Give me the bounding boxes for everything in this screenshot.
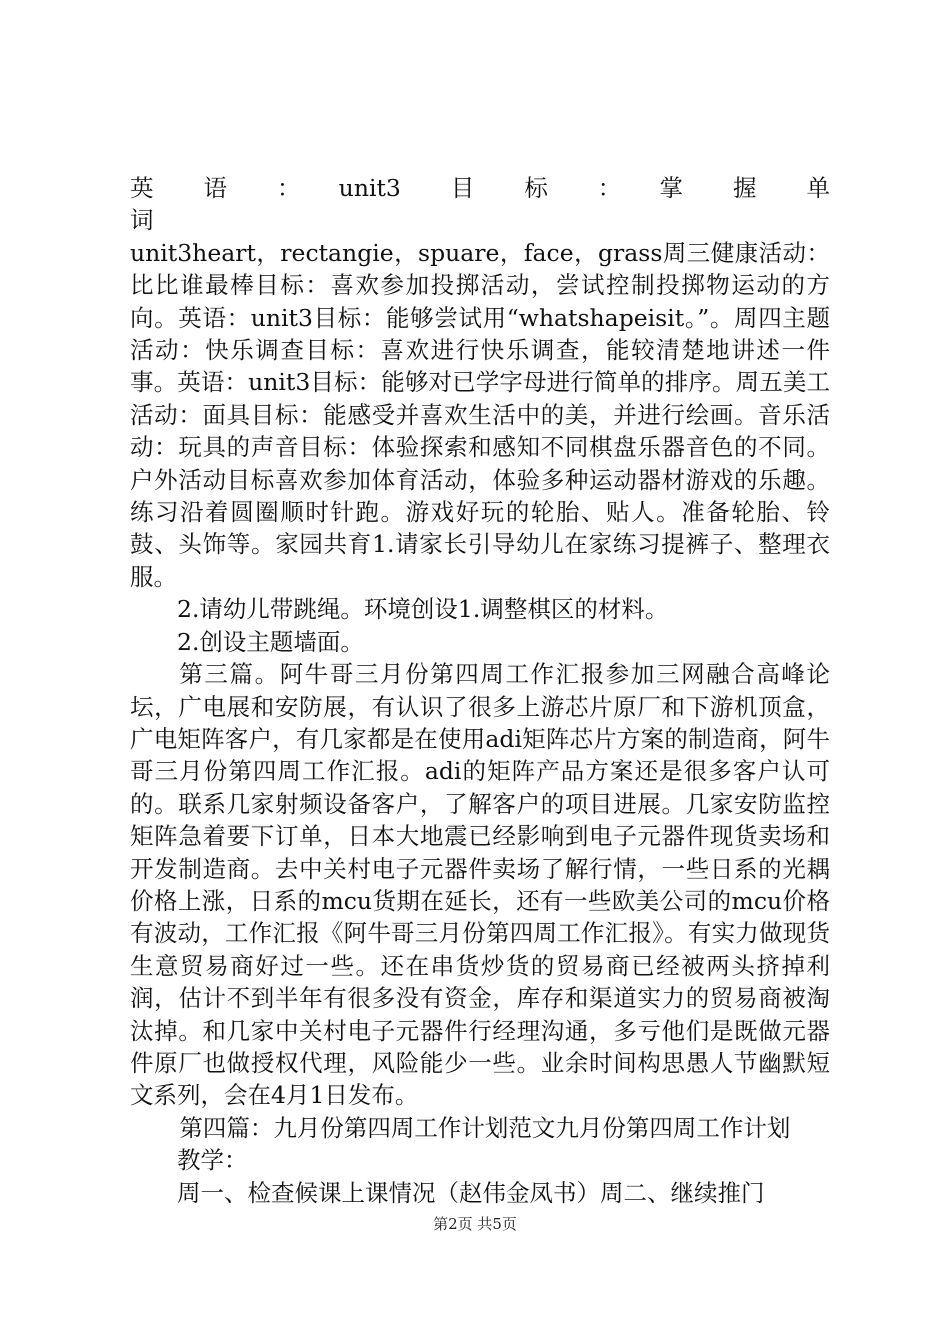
page-number-label: 第2页 共5页 bbox=[433, 1215, 517, 1233]
paragraph-part-four-title: 第四篇：九月份第四周工作计划范文九月份第四周工作计划 bbox=[179, 1113, 791, 1142]
paragraph-teaching-heading: 教学： bbox=[177, 1146, 248, 1175]
paragraph-schedule bbox=[130, 172, 877, 593]
paragraph-theme-wall: 2.创设主题墙面。 bbox=[177, 627, 364, 656]
paragraph-first-line: 英 语 ： unit3 目 标 ： 掌 握 单 词 bbox=[130, 174, 877, 235]
paragraph-part-three: 第三篇。阿牛哥三月份第四周工作汇报参加三网融合高峰论坛，广电展和安防展，有认识了很多上游芯片原厂和下游机顶盒，广电矩阵客户，有几家都是在使用adi矩阵芯片方案的制造商，阿牛哥三月份第四周工作汇报。adi的矩阵产品方案还是很多客户认可的。联系几家射频设备客户，了解客户的项目进展。几家安防监控矩阵急着要下订单，日本大地震已经影响到电子元器件现货卖场和开发制造商。去中关村电子元器件卖场了解行情，一些日系的光耦价格上涨，日系的mcu货期在延长，还有一些欧美公司的mcu价格有波动，工作汇报《阿牛哥三月份第四周工作汇报》。有实力做现货生意贸易商好过一些。还在串货炒货的贸易商已经被两头挤掉利润，估计不到半年有很多没有资金，库存和渠道实力的贸易商被淘汰掉。和几家中关村电子元器件行经理沟通，多亏他们是既做元器件原厂也做授权代理，风险能少一些。业余时间构思愚人节幽默短文系列，会在4月1日发布。 bbox=[130, 660, 830, 1110]
paragraph-continuation: unit3heart，rectangie，spuare，face，grass周三健康活动：比比谁最棒目标：喜欢参加投掷活动，尝试控制投掷物运动的方向。英语：unit3目标：能够尝试用“whatshapeisit。”。周四主题活动：快乐调查目标：喜欢进行快乐调查，能较清楚地讲述一件事。英语：unit3目标：能够对已学字母进行简单的排序。周五美工活动：面具目标：能感受并喜欢生活中的美，并进行绘画。音乐活动：玩具的声音目标：体验探索和感知不同棋盘乐器音色的不同。户外活动目标喜欢参加体育活动，体验多种运动器材游戏的乐趣。练习沿着圆圈顺时针跑。游戏好玩的轮胎、贴人。准备轮胎、铃鼓、头饰等。家园共育1.请家长引导幼儿在家练习提裤子、整理衣服。 bbox=[130, 238, 830, 591]
paragraph-jump-rope: 2.请幼儿带跳绳。环境创设1.调整棋区的材料。 bbox=[177, 595, 669, 624]
paragraph-teaching-monday: 周一、检查候课上课情况（赵伟金凤书）周二、继续推门 bbox=[177, 1178, 765, 1207]
document-body bbox=[130, 172, 877, 1209]
page-footer bbox=[0, 1214, 950, 1234]
